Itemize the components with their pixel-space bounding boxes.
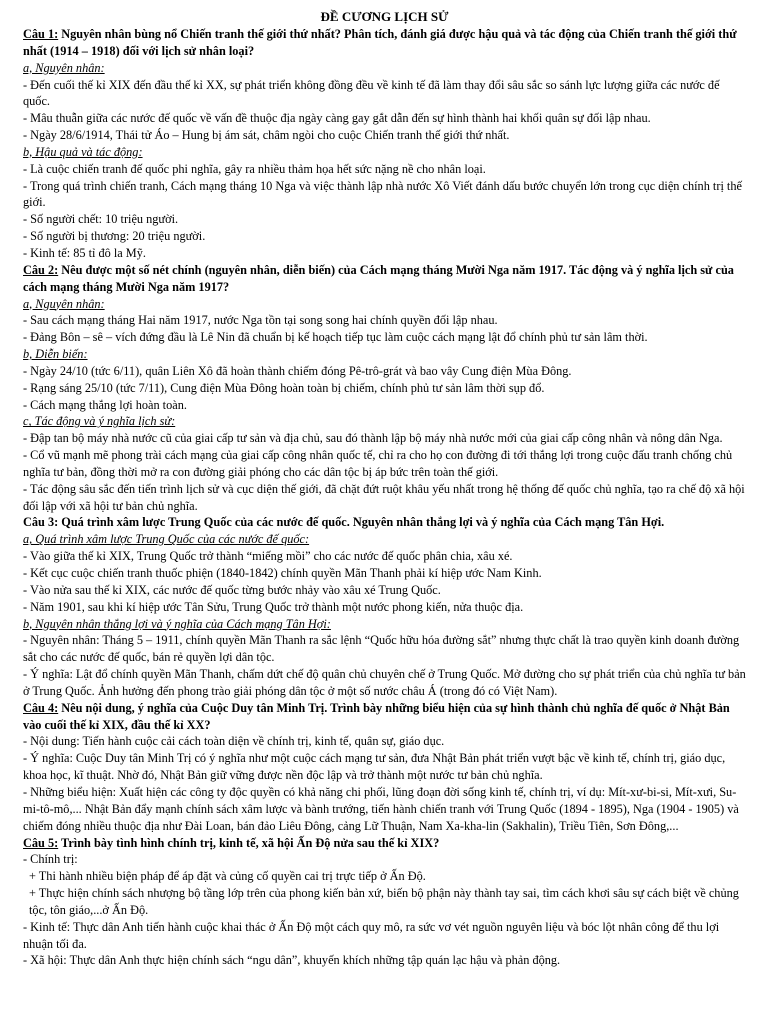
- section-heading: c, Tác động và ý nghĩa lịch sử:: [23, 414, 176, 429]
- bullet-line: - Đến cuối thế kỉ XIX đến đầu thế kỉ XX, sự phát triển không đồng đều về kinh tế đã làm thay đổi sâu sắc so sánh lực lượng giữa các nước đế quốc.: [23, 77, 720, 109]
- bullet-line: - Cổ vũ mạnh mẽ phong trài cách mạng của giai cấp công nhân quốc tế, chỉ ra cho họ con đường đi tới thắng lợi trong cuộc đấu tranh chống chủ nghĩa tư bản, đồng thời mở ra con đường giải phóng cho các dân tộc bị áp bức trên toàn thế giới.: [23, 448, 733, 479]
- bullet-line: - Đập tan bộ máy nhà nước cũ của giai cấp tư sản và địa chủ, sau đó thành lập bộ máy nhà nước mới của giai cấp công nhân và nông dân Nga.: [23, 431, 723, 446]
- section-heading: a, Nguyên nhân:: [23, 60, 105, 75]
- bullet-line: - Năm 1901, sau khi kí hiệp ước Tân Sửu, Trung Quốc trở thành một nước phong kiến, nửa thuộc địa.: [23, 599, 524, 614]
- bullet-line: - Nội dung: Tiến hành cuộc cải cách toàn diện về chính trị, kinh tế, quân sự, giáo dục.: [23, 734, 445, 749]
- question-text: Nêu được một số nét chính (nguyên nhân, diễn biến) của Cách mạng tháng Mười Nga năm 1917. Tác động và ý nghĩa lịch sử của cách mạng tháng Mười Nga năm 1917?: [23, 262, 734, 294]
- question-heading: [23, 514, 746, 531]
- sub-bullet-line: + Thực hiện chính sách nhượng bộ tầng lớp trên của phong kiến bản xứ, biến bộ phận này thành tay sai, tìm cách khơi sâu sự cách biệt về chủng tộc, tôn giáo,...ở Ấn Độ.: [29, 886, 739, 917]
- bullet-line: - Số người bị thương: 20 triệu người.: [23, 229, 206, 244]
- question-text: Câu 3: Quá trình xâm lược Trung Quốc của các nước đế quốc. Nguyên nhân thắng lợi và ý nghĩa của Cách mạng Tân Hợi.: [23, 515, 665, 530]
- bullet-line: - Cách mạng thắng lợi hoàn toàn.: [23, 397, 187, 412]
- bullet-line: - Là cuộc chiến tranh đế quốc phi nghĩa, gây ra nhiều thảm họa hết sức nặng nề cho nhân loại.: [23, 161, 486, 176]
- bullet-line: - Số người chết: 10 triệu người.: [23, 212, 179, 227]
- question-heading: [23, 835, 746, 852]
- question-text: Trình bày tình hình chính trị, kinh tế, xã hội Ấn Độ nửa sau thế kỉ XIX?: [58, 835, 440, 850]
- question-text: Nêu nội dung, ý nghĩa của Cuộc Duy tân Minh Trị. Trình bày những biểu hiện của sự hình thành chủ nghĩa đế quốc ở Nhật Bản vào cuối thế kỉ XIX, đầu thế kỉ XX?: [23, 700, 730, 732]
- bullet-line: - Kết cục cuộc chiến tranh thuốc phiện (1840-1842) chính quyền Mãn Thanh phải kí hiệp ước Nam Kinh.: [23, 566, 542, 580]
- document-title: ĐỀ CƯƠNG LỊCH SỬ: [320, 9, 449, 24]
- section-heading: b, Diễn biến:: [23, 347, 88, 362]
- bullet-line: - Chính trị:: [23, 852, 78, 867]
- bullet-line: - Ý nghĩa: Cuộc Duy tân Minh Trị có ý nghĩa như một cuộc cách mạng tư sản, đưa Nhật Bản phát triển vượt bậc về kinh tế, chính trị, giáo dục, khoa học, kĩ thuật. Nhờ đó, Nhật Bản giữ vững được nền độc lập và trở thành một nước tư bản chủ nghĩa.: [23, 751, 726, 783]
- question-label: Câu 5:: [23, 835, 59, 850]
- bullet-line: - Sau cách mạng tháng Hai năm 1917, nước Nga tồn tại song song hai chính quyền đối lập nhau.: [23, 313, 498, 328]
- section-heading: a, Nguyên nhân:: [23, 296, 105, 311]
- bullet-line: - Vào nửa sau thế kỉ XIX, các nước đế quốc từng bước nhảy vào xâu xé Trung Quốc.: [23, 582, 441, 597]
- question-label: Câu 1:: [23, 27, 59, 41]
- section-heading: b, Hậu quả và tác động:: [23, 144, 143, 159]
- question-heading: [23, 262, 746, 296]
- question-heading: [23, 26, 746, 60]
- bullet-line: - Kinh tế: Thực dân Anh tiến hành cuộc khai thác ở Ấn Độ một cách quy mô, ra sức vơ vét nguồn nguyên liệu và bóc lột nhân công để thu lợi nhuận tối đa.: [23, 919, 720, 951]
- sub-bullet-line: + Thi hành nhiều biện pháp để áp đặt và củng cố quyền cai trị trực tiếp ở Ấn Độ.: [29, 869, 426, 884]
- bullet-line: - Vào giữa thế kỉ XIX, Trung Quốc trở thành “miếng mồi” cho các nước đế quốc phân chia, xâu xé.: [23, 549, 513, 564]
- question-label: Câu 2:: [23, 262, 59, 277]
- bullet-line: - Ngày 24/10 (tức 6/11), quân Liên Xô đã hoàn thành chiếm đóng Pê-trô-grát và bao vây Cung điện Mùa Đông.: [23, 363, 572, 378]
- bullet-line: - Những biểu hiện: Xuất hiện các công ty độc quyền có khả năng chi phối, lũng đoạn đời sống kinh tế, chính trị, ví dụ: Mít-xư-bi-si, Mít-xưi, Su-mi-tô-mô,... Nhật Bản đẩy mạnh chính sách xâm lược và bành trướng, tiến hành chiến tranh với Trung Quốc (1894 - 1895), Nga (1904 - 1905) và chiếm đóng nhiều thuộc địa như Đài Loan, bán đảo Liêu Đông, cảng Lữ Thuận, Nam Xa-kha-lin (Sakhalin), Triều Tiên, Sơn Đông,...: [23, 784, 739, 833]
- section-heading: a, Quá trình xâm lược Trung Quốc của các nước đế quốc:: [23, 532, 310, 547]
- bullet-line: - Ngày 28/6/1914, Thái tử Áo – Hung bị ám sát, châm ngòi cho cuộc Chiến tranh thế giới thứ nhất.: [23, 128, 510, 143]
- section-heading: b, Nguyên nhân thắng lợi và ý nghĩa của Cách mạng Tân Hợi:: [23, 616, 331, 631]
- bullet-line: - Xã hội: Thực dân Anh thực hiện chính sách “ngu dân”, khuyến khích những tập quán lạc hậu và phản động.: [23, 953, 561, 968]
- bullet-line: - Ý nghĩa: Lật đổ chính quyền Mãn Thanh, chấm dứt chế độ quân chủ chuyên chế ở Trung Quốc. Mở đường cho sự phát triển của chủ nghĩa tư bản ở Trung Quốc. Ảnh hưởng đến phong trào giải phóng dân tộc ở một số nước châu Á (trong đó có Việt Nam).: [23, 667, 746, 698]
- bullet-line: - Kinh tế: 85 tỉ đô la Mỹ.: [23, 245, 146, 260]
- bullet-line: - Đảng Bôn – sê – vích đứng đầu là Lê Nin đã chuẩn bị kế hoạch tiếp tục làm cuộc cách mạng lật đổ chính phủ tư sản lâm thời.: [23, 330, 648, 345]
- bullet-line: - Trong quá trình chiến tranh, Cách mạng tháng 10 Nga và việc thành lập nhà nước Xô Viết đánh dấu bước chuyển lớn trong cục diện chính trị thế giới.: [23, 178, 742, 210]
- question-text: Nguyên nhân bùng nổ Chiến tranh thế giới thứ nhất? Phân tích, đánh giá được hậu quả và tác động của Chiến tranh thế giới thứ nhất (1914 – 1918) đối với lịch sử nhân loại?: [23, 27, 737, 58]
- bullet-line: - Mâu thuẫn giữa các nước đế quốc về vấn đề thuộc địa ngày càng gay gắt dẫn đến sự hình thành hai khối quân sự đối lập nhau.: [23, 111, 651, 126]
- question-heading: [23, 700, 746, 734]
- bullet-line: - Nguyên nhân: Tháng 5 – 1911, chính quyền Mãn Thanh ra sắc lệnh “Quốc hữu hóa đường sắt” nhưng thực chất là trao quyền kinh doanh đường sắt cho các nước đế quốc, bán rẻ quyền lợi dân tộc.: [23, 633, 740, 665]
- bullet-line: - Rạng sáng 25/10 (tức 7/11), Cung điện Mùa Đông hoàn toàn bị chiếm, chính phủ tư sản lâm thời sụp đổ.: [23, 380, 545, 395]
- document-body: [23, 26, 746, 969]
- question-label: Câu 4:: [23, 700, 59, 715]
- bullet-line: - Tác động sâu sắc đến tiến trình lịch sử và cục diện thế giới, đã chặt đứt ruột khâu yếu nhất trong hệ thống đế quốc chủ nghĩa, tạo ra chế độ xã hội đối lập với xã hội tư bản chủ nghĩa.: [23, 481, 745, 513]
